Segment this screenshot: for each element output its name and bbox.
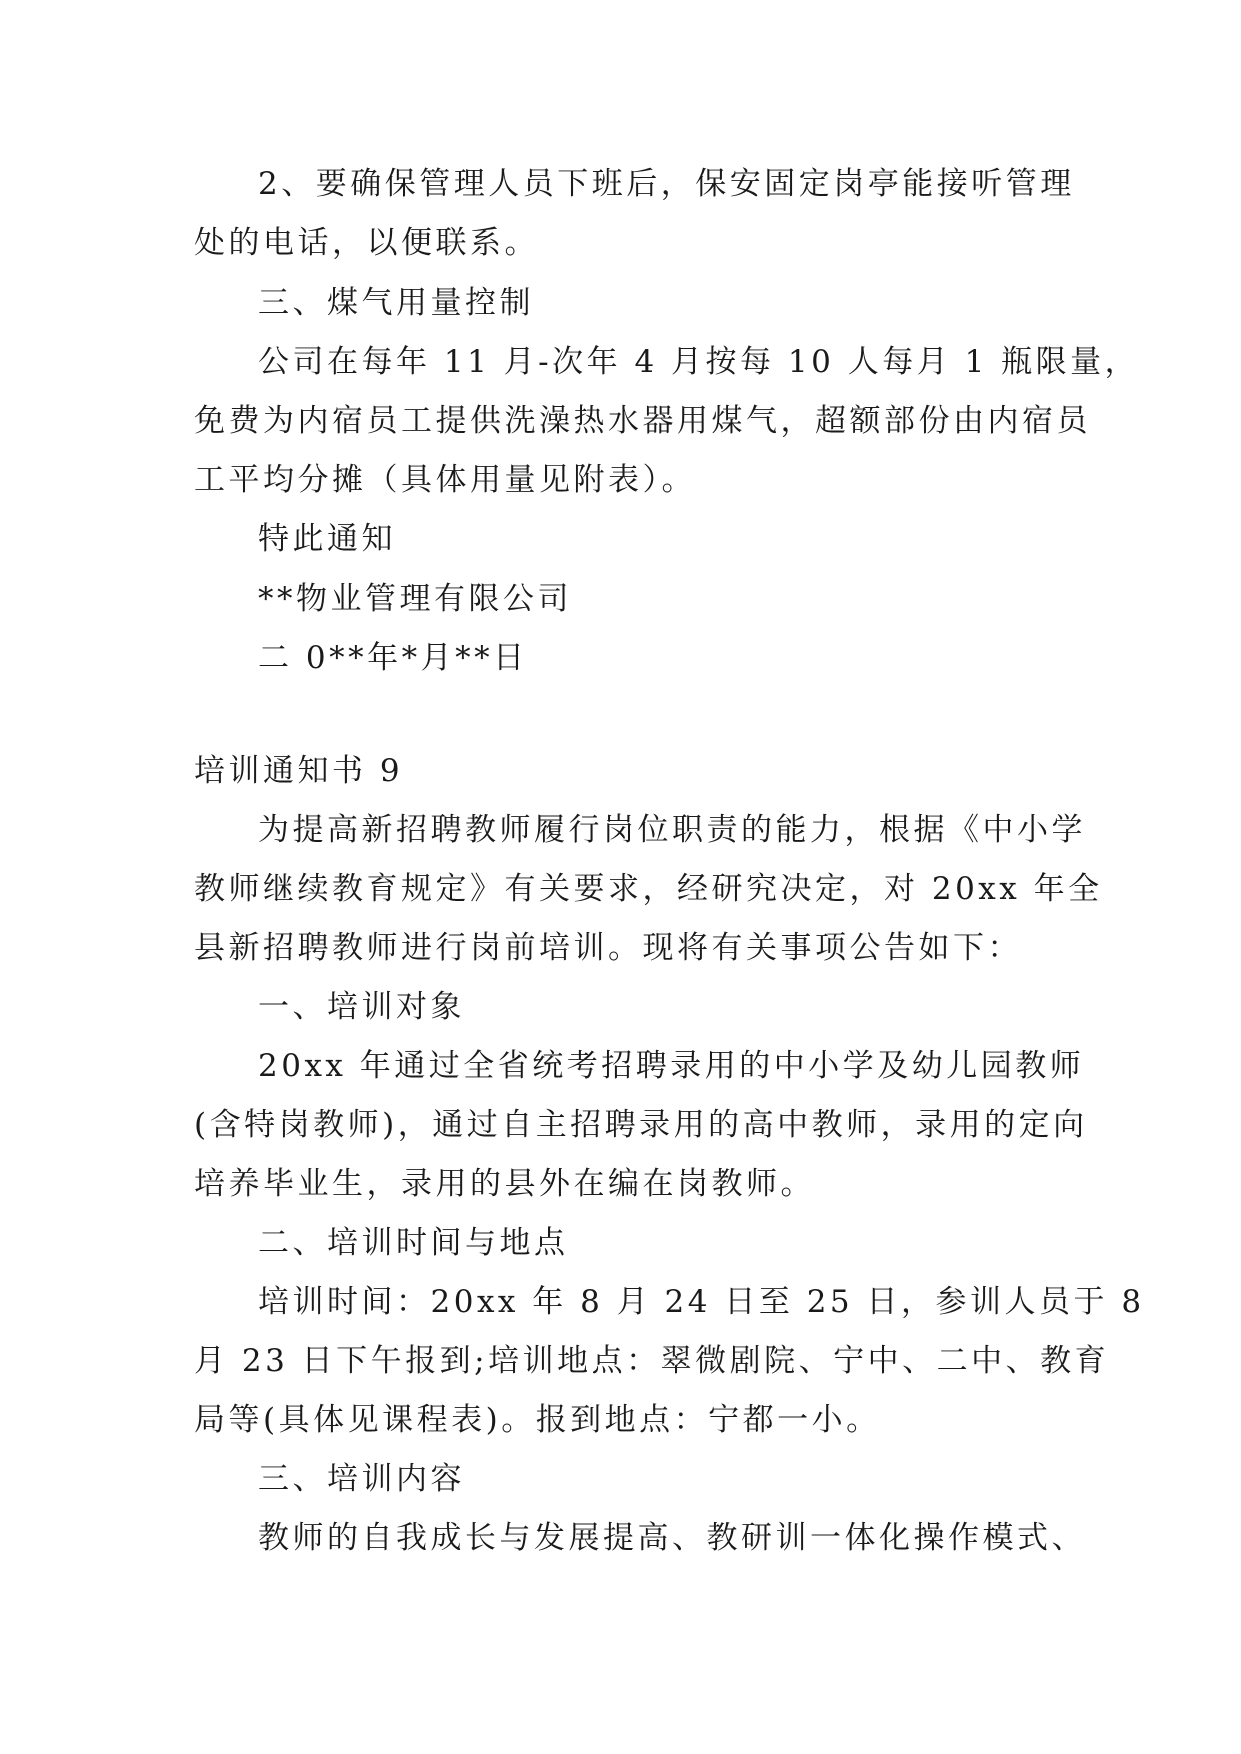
paragraph-line: 月 23 日下午报到;培训地点：翠微剧院、宁中、二中、教育 (194, 1343, 1110, 1379)
paragraph-line: 教师的自我成长与发展提高、教研训一体化操作模式、 (258, 1520, 1086, 1556)
paragraph-line: 培养毕业生，录用的县外在编在岗教师。 (194, 1166, 815, 1202)
signature-date: 二 0**年*月**日 (258, 640, 528, 676)
paragraph-line: 局等(具体见课程表)。报到地点：宁都一小。 (194, 1402, 881, 1438)
document-title: 培训通知书 9 (194, 753, 404, 789)
paragraph-line: 为提高新招聘教师履行岗位职责的能力，根据《中小学 (258, 812, 1086, 848)
closing-line: 特此通知 (258, 521, 396, 557)
section-heading: 三、煤气用量控制 (258, 285, 534, 321)
paragraph-line: 公司在每年 11 月-次年 4 月按每 10 人每月 1 瓶限量， (258, 344, 1140, 380)
paragraph-line: 2、要确保管理人员下班后，保安固定岗亭能接听管理 (258, 166, 1075, 202)
paragraph-line: 免费为内宿员工提供洗澡热水器用煤气，超额部份由内宿员 (194, 403, 1091, 439)
paragraph-line: 处的电话，以便联系。 (194, 225, 539, 261)
paragraph-line: 县新招聘教师进行岗前培训。现将有关事项公告如下： (194, 930, 1022, 966)
signature-company: **物业管理有限公司 (258, 581, 572, 617)
section-heading: 二、培训时间与地点 (258, 1225, 569, 1261)
section-heading: 一、培训对象 (258, 989, 465, 1025)
paragraph-line: 教师继续教育规定》有关要求，经研究决定，对 20xx 年全 (194, 871, 1103, 907)
paragraph-line: 培训时间：20xx 年 8 月 24 日至 25 日，参训人员于 8 (258, 1284, 1145, 1320)
paragraph-line: (含特岗教师)，通过自主招聘录用的高中教师，录用的定向 (194, 1107, 1088, 1143)
section-heading: 三、培训内容 (258, 1461, 465, 1497)
paragraph-line: 工平均分摊（具体用量见附表）。 (194, 462, 696, 498)
paragraph-line: 20xx 年通过全省统考招聘录用的中小学及幼儿园教师 (258, 1048, 1085, 1084)
